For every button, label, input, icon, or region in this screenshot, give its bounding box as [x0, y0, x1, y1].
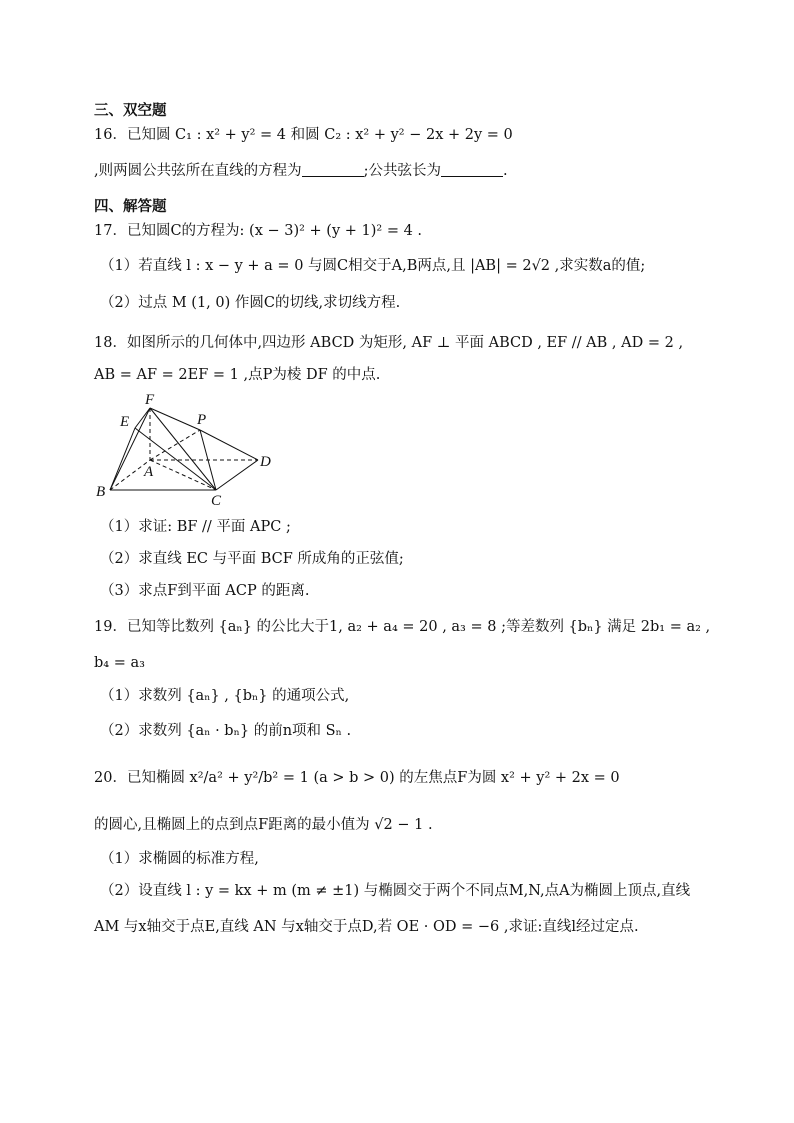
label-B: B: [96, 484, 106, 500]
section-header-solutions: 四、解答题: [94, 199, 167, 215]
q17-part2: （2）过点 M (1, 0) 作圆C的切线,求切线方程.: [100, 295, 401, 311]
q18-part3: （3）求点F到平面 ACP 的距离.: [100, 583, 310, 599]
q18-part1: （1）求证: BF // 平面 APC ;: [100, 519, 291, 535]
q16-text-b: ;公共弦长为: [363, 163, 441, 179]
label-D: D: [260, 454, 271, 470]
q18-geometry-figure: [92, 390, 292, 508]
q17-part1: （1）若直线 l : x − y + a = 0 与圆C相交于A,B两点,且 |AB| = 2√2 ,求实数a的值;: [100, 258, 646, 274]
q16-blank-2: [441, 162, 503, 177]
q18-part2: （2）求直线 EC 与平面 BCF 所成角的正弦值;: [100, 551, 404, 567]
q16-blank-1: [302, 162, 364, 177]
q20-stem-1: 20．已知椭圆 x²/a² + y²/b² = 1 (a > b > 0) 的左焦点F为圆 x² + y² + 2x = 0: [94, 770, 620, 786]
edge-FP: [150, 408, 200, 430]
q20-part1: （1）求椭圆的标准方程,: [100, 851, 259, 867]
label-A: A: [144, 464, 154, 480]
label-P: P: [197, 412, 207, 428]
q20-part2-cont: AM 与x轴交于点E,直线 AN 与x轴交于点D,若 OE · OD = −6 ,求证:直线l经过定点.: [94, 919, 639, 935]
q16-stem: 16．已知圆 C₁ : x² + y² = 4 和圆 C₂ : x² + y² − 2x + 2y = 0: [94, 127, 513, 143]
q19-part1: （1）求数列 {aₙ} , {bₙ} 的通项公式,: [100, 688, 350, 704]
q17-stem: 17．已知圆C的方程为: (x − 3)² + (y + 1)² = 4 .: [94, 223, 423, 239]
label-E: E: [120, 414, 130, 430]
q19-stem-2: b₄ = a₃: [94, 655, 145, 671]
q20-part2: （2）设直线 l : y = kx + m (m ≠ ±1) 与椭圆交于两个不同点M,N,点A为椭圆上顶点,直线: [100, 883, 691, 899]
q18-stem-2: AB = AF = 2EF = 1 ,点P为棱 DF 的中点.: [94, 367, 381, 383]
q16-line2: [94, 160, 508, 182]
edge-EF: [135, 408, 150, 428]
edge-PD: [200, 430, 258, 460]
q19-part2: （2）求数列 {aₙ · bₙ} 的前n项和 Sₙ .: [100, 723, 352, 739]
q19-stem-1: 19．已知等比数列 {aₙ} 的公比大于1, a₂ + a₄ = 20 , a₃ = 8 ;等差数列 {bₙ} 满足 2b₁ = a₂ ,: [94, 619, 711, 635]
label-C: C: [211, 493, 222, 508]
q16-text-c: .: [503, 163, 508, 179]
edge-CD: [216, 460, 258, 490]
q16-text-a: ,则两圆公共弦所在直线的方程为: [94, 163, 302, 179]
q20-stem-2: 的圆心,且椭圆上的点到点F距离的最小值为 √2 − 1 .: [94, 817, 433, 833]
edge-EC: [135, 428, 216, 490]
q18-stem-1: 18．如图所示的几何体中,四边形 ABCD 为矩形, AF ⊥ 平面 ABCD , EF // AB , AD = 2 ,: [94, 335, 684, 351]
section-header-double-blank: 三、双空题: [94, 103, 167, 119]
label-F: F: [145, 392, 155, 408]
